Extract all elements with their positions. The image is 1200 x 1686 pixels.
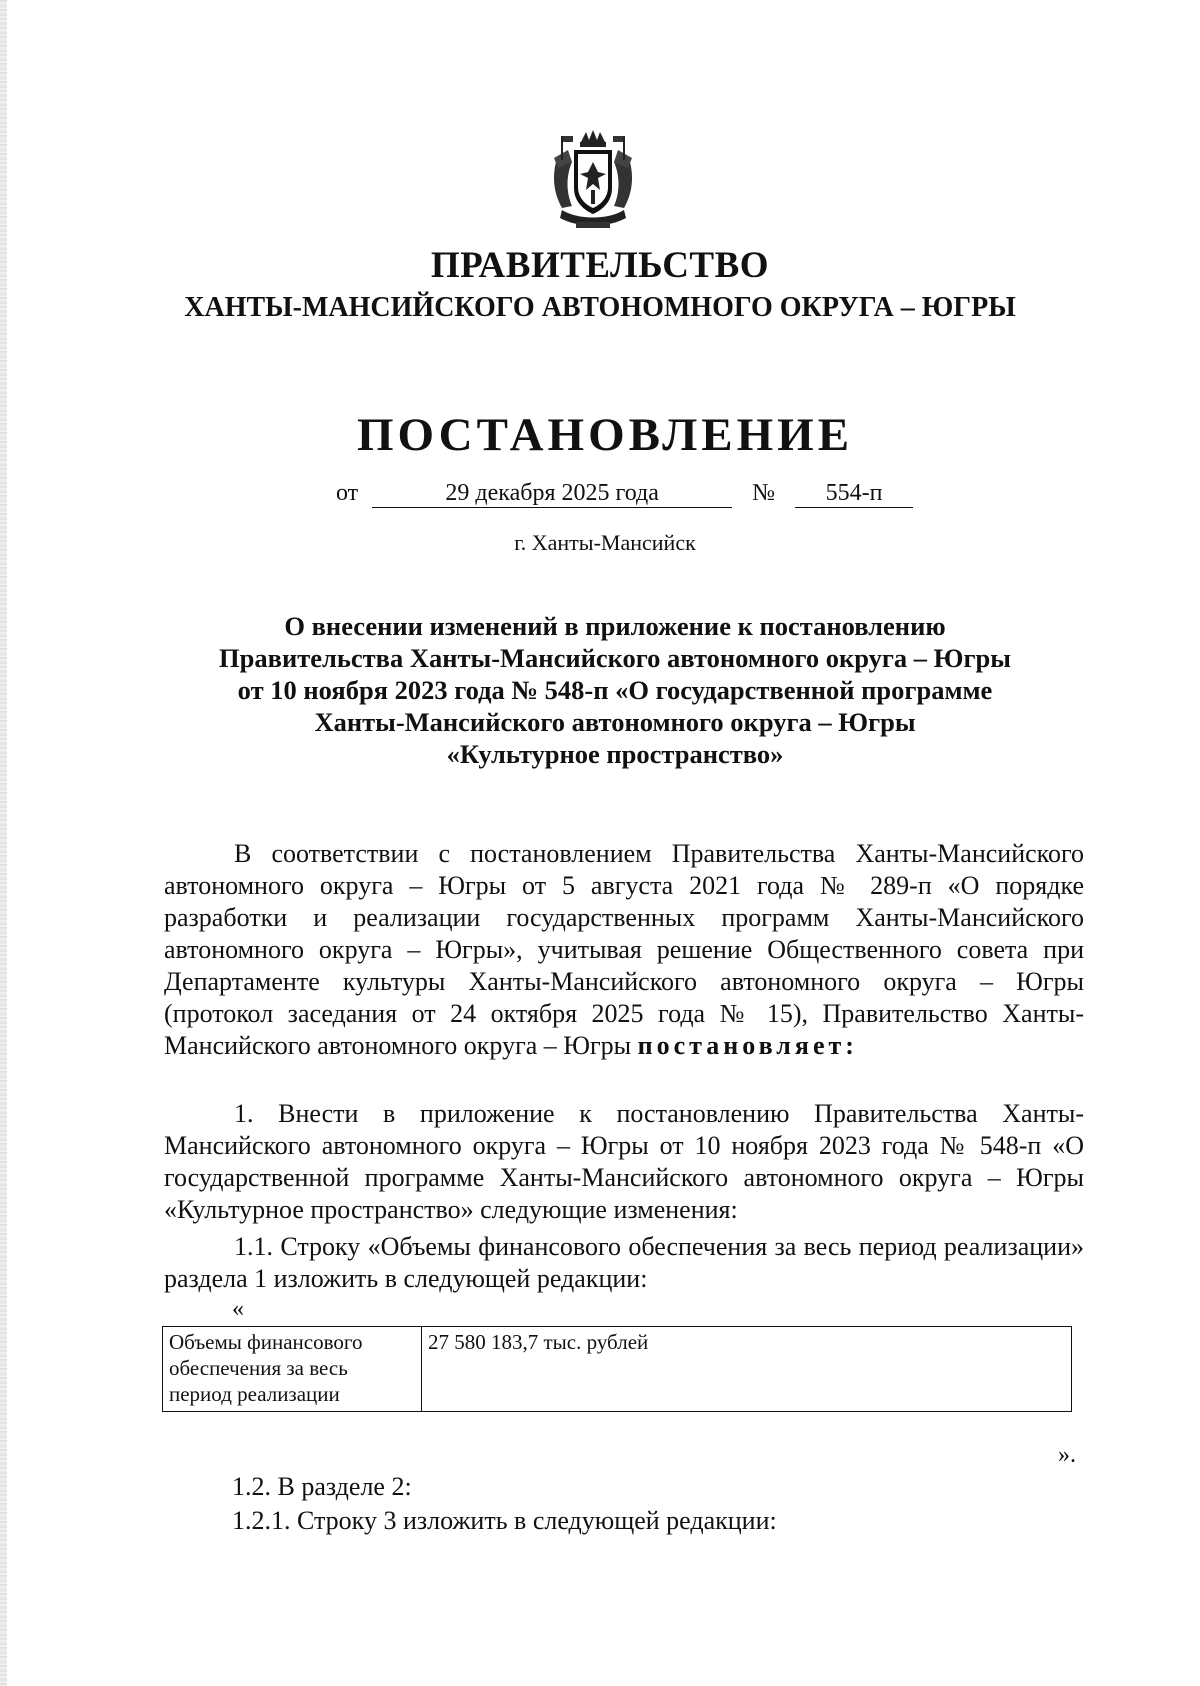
document-number: 554-п (795, 480, 913, 508)
city: г. Ханты-Мансийск (514, 530, 696, 555)
coat-of-arms-icon (548, 128, 638, 232)
document-date: 29 декабря 2025 года (372, 480, 732, 508)
item-1-2: 1.2. В разделе 2: (232, 1472, 412, 1501)
quote-open: « (232, 1296, 244, 1322)
table-row (163, 1327, 1072, 1412)
item-1-2-1: 1.2.1. Строку 3 изложить в следующей редакции: (232, 1506, 777, 1535)
resolves-word: постановляет: (637, 1031, 858, 1060)
region-title: ХАНТЫ-МАНСИЙСКОГО АВТОНОМНОГО ОКРУГА – ЮГРЫ (184, 292, 1016, 323)
subject-line: Правительства Ханты-Мансийского автономного округа – Югры (219, 643, 1011, 673)
number-sign: № (752, 480, 776, 506)
document-subject (150, 610, 1080, 770)
organization-title: ПРАВИТЕЛЬСТВО (430, 245, 770, 286)
financing-value-cell: 27 580 183,7 тыс. рублей (422, 1327, 1072, 1412)
date-prefix: от (336, 480, 359, 506)
quote-close: ». (1058, 1442, 1076, 1468)
financing-table (162, 1326, 1072, 1412)
date-number-line (336, 480, 913, 508)
item-1: 1. Внести в приложение к постановлению Правительства Ханты-Мансийского автономного округа – Югры от 10 ноября 2023 года № 548-п «О государственной программе Ханты-Мансийского автономного округа – Югры «Культурное пространство» следующие изменения: (164, 1099, 1084, 1224)
document-type: ПОСТАНОВЛЕНИЕ (356, 409, 854, 461)
item-1-1: 1.1. Строку «Объемы финансового обеспечения за весь период реализации» раздела 1 изложить в следующей редакции: (164, 1232, 1084, 1293)
subject-line: «Культурное пространство» (446, 739, 784, 769)
preamble-text: В соответствии с постановлением Правительства Ханты-Мансийского автономного округа – Югры от 5 августа 2021 года № 289-п «О порядке разработки и реализации государственных программ Ханты-Мансийского автономного округа – Югры», учитывая решение Общественного совета при Департаменте культуры Ханты-Мансийского автономного округа – Югры (протокол заседания от 24 октября 2025 года № 15), Правительство Ханты-Мансийского автономного округа – Югры (164, 839, 1084, 1060)
subject-line: О внесении изменений в приложение к постановлению (284, 611, 946, 641)
financing-label-cell: Объемы финансового обеспечения за весь период реализации (163, 1327, 422, 1412)
preamble-paragraph (164, 838, 1084, 1062)
subject-line: от 10 ноября 2023 года № 548-п «О государственной программе (237, 675, 993, 705)
subject-line: Ханты-Мансийского автономного округа – Югры (314, 707, 916, 737)
